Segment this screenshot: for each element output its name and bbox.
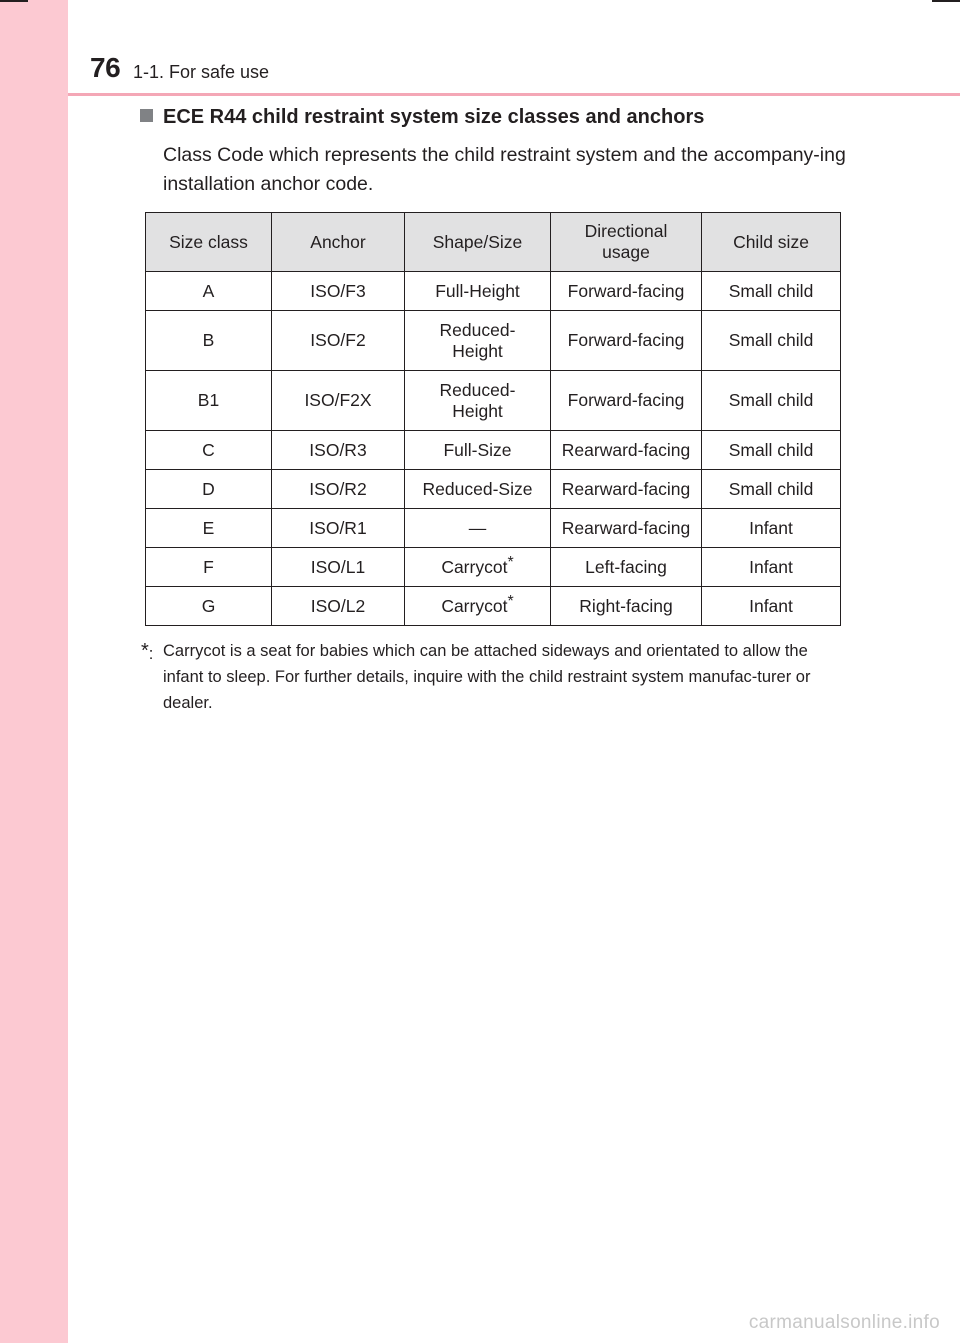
footnote-asterisk-icon: * [507, 553, 514, 571]
table-cell: Carrycot* [405, 548, 551, 587]
table-cell: Small child [702, 470, 841, 509]
table-cell: E [146, 509, 272, 548]
footnote-marker: *: [141, 640, 154, 663]
intro-paragraph: Class Code which represents the child restraint system and the accompany-ing installation anchor code. [163, 144, 846, 195]
table-cell: Reduced- Height [405, 311, 551, 371]
table-cell: Right-facing [551, 587, 702, 626]
table-cell: ISO/F2 [272, 311, 405, 371]
table-cell: Reduced- Height [405, 371, 551, 431]
table-cell: C [146, 431, 272, 470]
table-cell: Carrycot* [405, 587, 551, 626]
table-cell: G [146, 587, 272, 626]
table-row [146, 311, 841, 371]
table-cell: ISO/F2X [272, 371, 405, 431]
table-cell: Left-facing [551, 548, 702, 587]
footnote-asterisk-icon: * [507, 592, 514, 610]
table-cell: Small child [702, 272, 841, 311]
table-cell: Small child [702, 371, 841, 431]
table-cell: Forward-facing [551, 371, 702, 431]
table-row [146, 470, 841, 509]
table-cell: Full-Size [405, 431, 551, 470]
table-cell: B1 [146, 371, 272, 431]
header-directional-usage: Directional usage [551, 213, 702, 272]
table-cell: Full-Height [405, 272, 551, 311]
table-cell: A [146, 272, 272, 311]
table-cell: ISO/R1 [272, 509, 405, 548]
table-row [146, 509, 841, 548]
crop-mark-left [0, 0, 28, 2]
heading-text: ECE R44 child restraint system size classes and anchors [163, 106, 705, 128]
table-cell: Infant [702, 509, 841, 548]
square-bullet-icon [140, 109, 153, 122]
header-rule [68, 93, 960, 96]
size-class-table [145, 212, 841, 626]
table-cell: F [146, 548, 272, 587]
table-cell: ISO/L2 [272, 587, 405, 626]
table-cell: Rearward-facing [551, 470, 702, 509]
table-cell: B [146, 311, 272, 371]
footnote-text: Carrycot is a seat for babies which can be attached sideways and orientated to allow the infant to sleep. For further details, inquire with the child restraint system manufac-turer or dealer. [163, 642, 811, 712]
section-label: 1-1. For safe use [133, 62, 270, 82]
watermark: carmanualsonline.info [748, 1312, 940, 1333]
table-cell: Rearward-facing [551, 431, 702, 470]
header-child-size: Child size [702, 213, 841, 272]
table-row [146, 431, 841, 470]
page-sidebar [0, 0, 68, 1343]
table-cell: ISO/R3 [272, 431, 405, 470]
header-anchor: Anchor [272, 213, 405, 272]
page-number: 76 [90, 52, 121, 83]
crop-mark-right [932, 0, 960, 2]
table-cell: Small child [702, 311, 841, 371]
table-cell: ISO/R2 [272, 470, 405, 509]
table-row [146, 587, 841, 626]
table-cell: — [405, 509, 551, 548]
header-size-class: Size class [146, 213, 272, 272]
header-shape-size: Shape/Size [405, 213, 551, 272]
table-cell: Infant [702, 548, 841, 587]
table-cell: Infant [702, 587, 841, 626]
table-cell: D [146, 470, 272, 509]
table-cell: Forward-facing [551, 311, 702, 371]
table-cell: ISO/F3 [272, 272, 405, 311]
table-cell: Reduced-Size [405, 470, 551, 509]
table-row [146, 272, 841, 311]
table-row [146, 548, 841, 587]
table-row [146, 371, 841, 431]
table-footnote [141, 638, 841, 716]
table-cell: Small child [702, 431, 841, 470]
table-header-row [146, 213, 841, 272]
table-cell: Forward-facing [551, 272, 702, 311]
section-heading [140, 106, 704, 129]
table-cell: ISO/L1 [272, 548, 405, 587]
table-cell: Rearward-facing [551, 509, 702, 548]
